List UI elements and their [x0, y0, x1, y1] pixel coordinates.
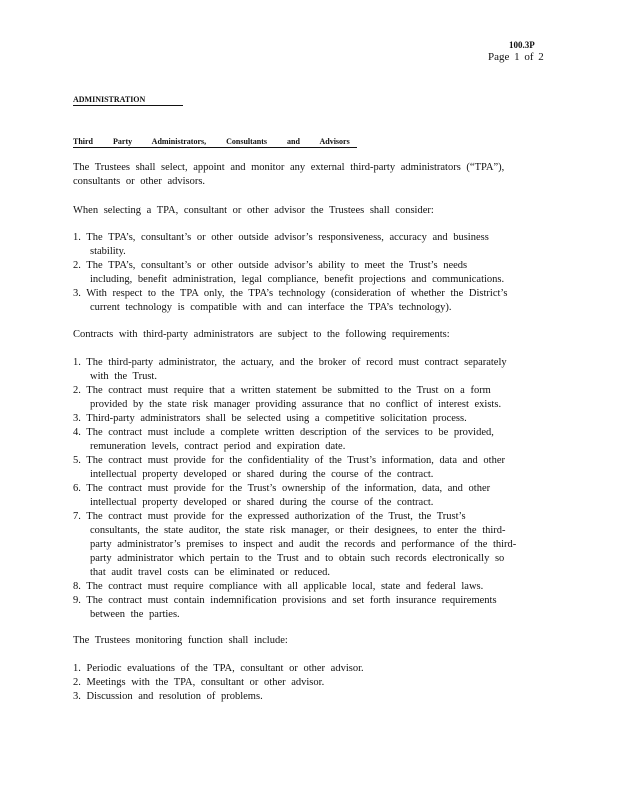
subsection-title: Third Party Administrators, Consultants and Advisors [73, 137, 357, 148]
list-item-text: intellectual property developed or shared during the course of the contract. [90, 497, 434, 508]
intro-line: The Trustees shall select, appoint and monitor any external third-party administrators (“TPA”), [73, 162, 505, 173]
intro-line: consultants or other advisors. [73, 176, 206, 187]
list-item [73, 426, 543, 454]
list-item-text: 1. The third-party administrator, the actuary, and the broker of record must contract separately [73, 357, 507, 368]
list-item-text: stability. [90, 246, 126, 257]
contracts-intro: Contracts with third-party administrators are subject to the following requirements: [73, 329, 450, 340]
list-item-text: provided by the state risk manager providing assurance that no conflict of interest exists. [90, 399, 502, 410]
list-item [73, 594, 543, 622]
list-item-text: party administrator which pertain to the Trust and to obtain such records electronically so [90, 553, 505, 564]
list-item [73, 676, 543, 690]
list-item-text: current technology is compatible with and can interface the TPA’s technology). [90, 302, 452, 313]
list-item-text: remuneration levels, contract period and expiration date. [90, 441, 346, 452]
list-item [73, 580, 543, 594]
page-number: Page 1 of 2 [488, 51, 544, 63]
list-item-text: 3. Third-party administrators shall be selected using a competitive solicitation process. [73, 413, 467, 424]
list-item-text: that audit travel costs can be eliminated or reduced. [90, 567, 331, 578]
list-item-text: intellectual property developed or shared during the course of the contract. [90, 469, 434, 480]
list-item-text: party administrator’s premises to inspect and audit the records and performance of the third- [90, 539, 517, 550]
intro-paragraph [73, 161, 543, 189]
list-item-text: 5. The contract must provide for the confidentiality of the Trust’s information, data and other [73, 455, 505, 466]
policy-code: 100.3P [509, 40, 535, 50]
list-item-text: with the Trust. [90, 371, 157, 382]
list-item-text: 2. The TPA’s, consultant’s or other outside advisor’s ability to meet the Trust’s needs [73, 260, 468, 271]
section-title: ADMINISTRATION [73, 95, 183, 106]
list-item-text: 2. Meetings with the TPA, consultant or other advisor. [73, 677, 325, 688]
list-item-text: 3. With respect to the TPA only, the TPA’s technology (consideration of whether the District’s [73, 288, 508, 299]
list-item [73, 454, 543, 482]
consider-list [73, 231, 543, 315]
list-item-text: 3. Discussion and resolution of problems. [73, 691, 263, 702]
list-item [73, 287, 543, 315]
list-item [73, 662, 543, 676]
list-item-text: between the parties. [90, 609, 180, 620]
list-item [73, 384, 543, 412]
list-item-text: 7. The contract must provide for the expressed authorization of the Trust, the Trust’s [73, 511, 466, 522]
list-item [73, 510, 543, 580]
list-item [73, 412, 543, 426]
list-item-text: including, benefit administration, legal compliance, benefit projections and communications. [90, 274, 505, 285]
list-item-text: 8. The contract must require compliance with all applicable local, state and federal laws. [73, 581, 484, 592]
list-item-text: 1. Periodic evaluations of the TPA, consultant or other advisor. [73, 663, 364, 674]
contract-requirements-list [73, 356, 543, 622]
list-item-text: 9. The contract must contain indemnification provisions and set forth insurance requirements [73, 595, 497, 606]
list-item-text: consultants, the state auditor, the state risk manager, or their designees, to enter the third- [90, 525, 506, 536]
monitoring-list [73, 662, 543, 704]
monitoring-intro: The Trustees monitoring function shall include: [73, 635, 288, 646]
list-item-text: 1. The TPA’s, consultant’s or other outside advisor’s responsiveness, accuracy and business [73, 232, 489, 243]
list-item [73, 690, 543, 704]
list-item [73, 356, 543, 384]
consider-intro: When selecting a TPA, consultant or other advisor the Trustees shall consider: [73, 205, 434, 216]
list-item-text: 4. The contract must include a complete written description of the services to be provided, [73, 427, 494, 438]
list-item [73, 482, 543, 510]
list-item [73, 259, 543, 287]
list-item [73, 231, 543, 259]
list-item-text: 2. The contract must require that a written statement be submitted to the Trust on a form [73, 385, 491, 396]
list-item-text: 6. The contract must provide for the Trust’s ownership of the information, data, and other [73, 483, 491, 494]
